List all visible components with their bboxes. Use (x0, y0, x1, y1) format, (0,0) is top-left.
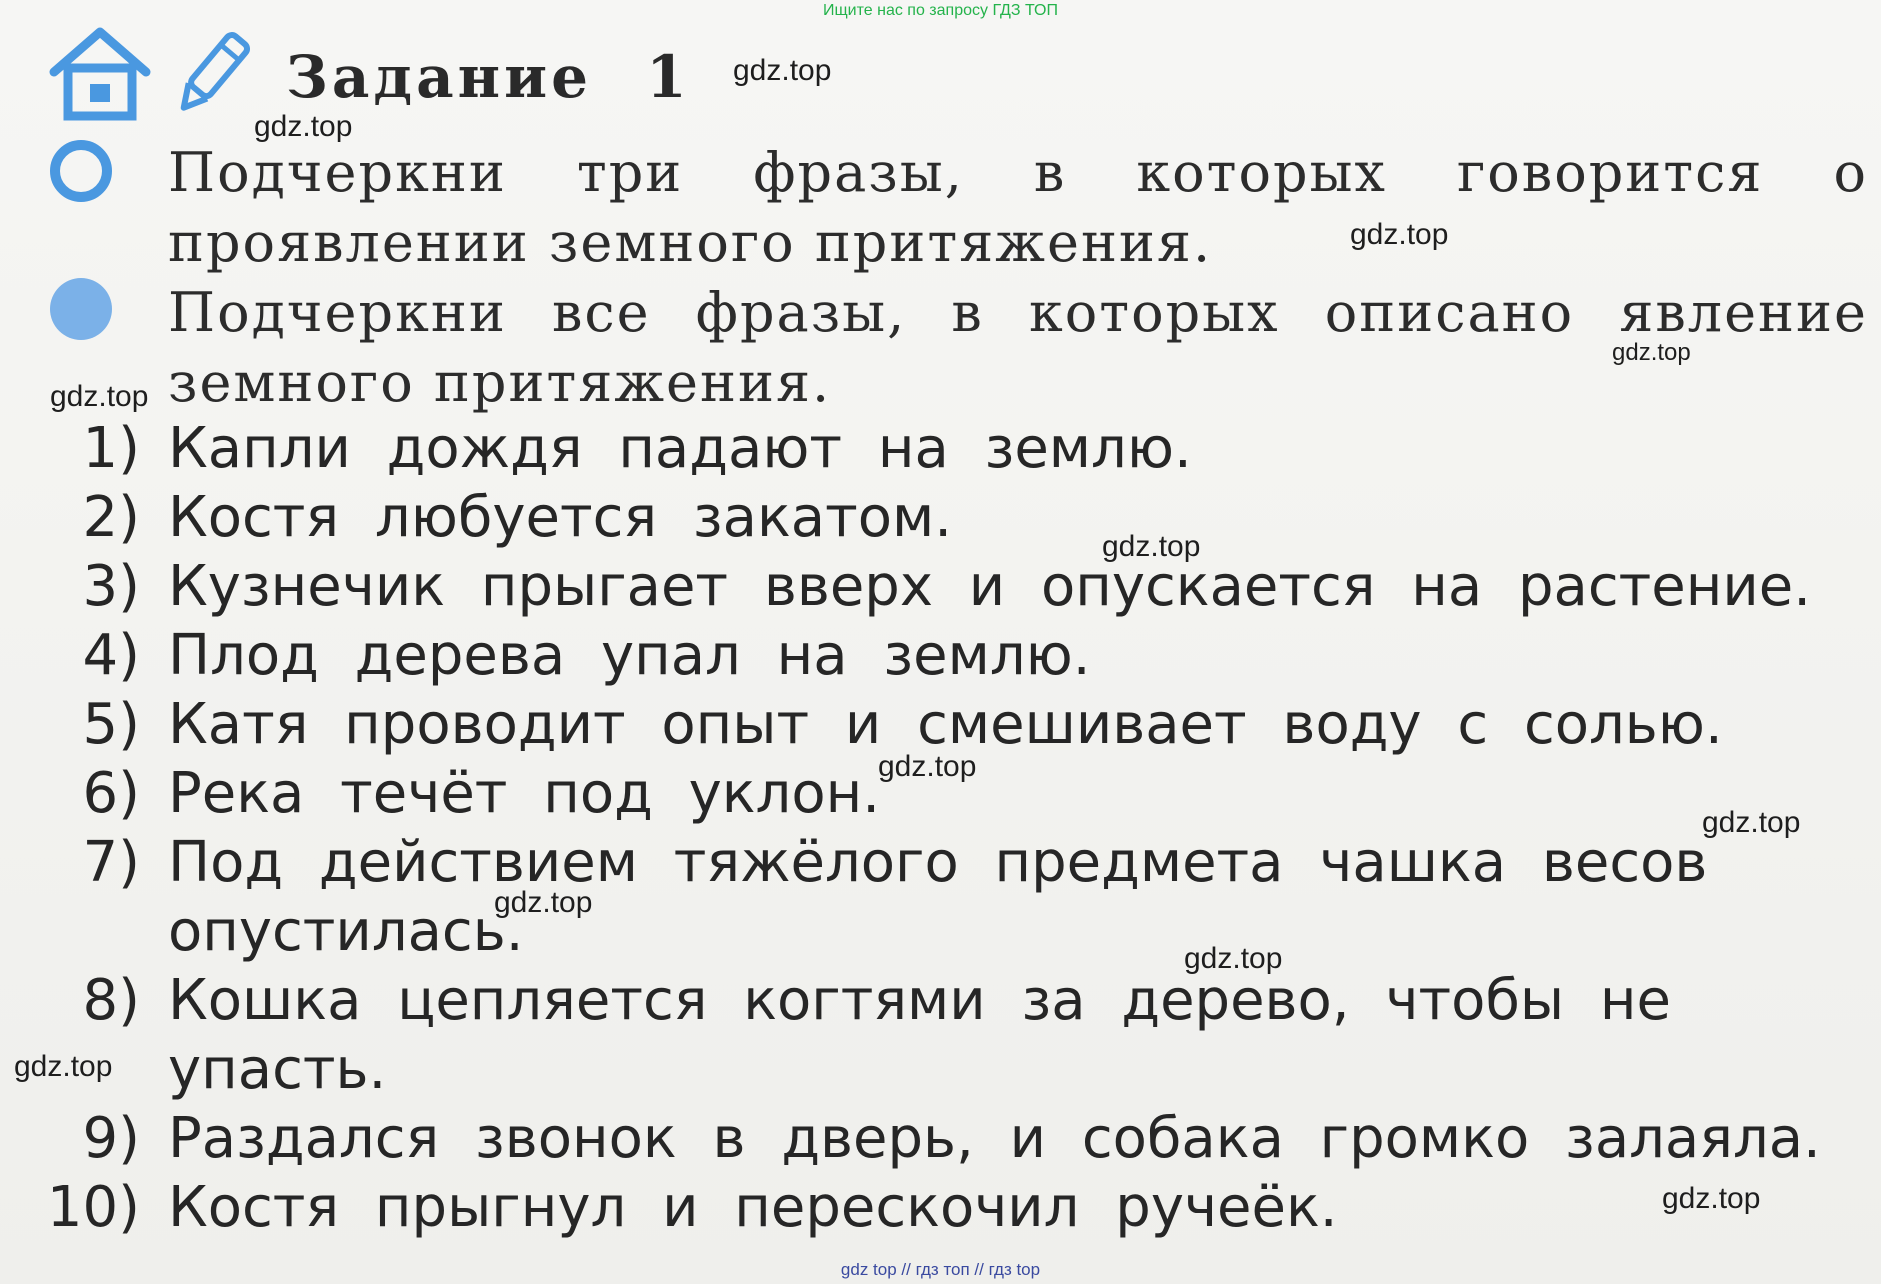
item-text: Костя любуется закатом. (168, 485, 953, 550)
list-item (40, 1173, 1870, 1242)
item-number: 7) (82, 830, 140, 895)
item-text: Река течёт под уклон. (168, 761, 881, 826)
list-item (40, 966, 1870, 1104)
watermark: gdz.top (1184, 942, 1283, 975)
watermark: gdz.top (254, 110, 353, 143)
watermark: gdz.top (878, 750, 977, 783)
item-number: 4) (82, 623, 140, 688)
item-number: 1) (82, 416, 140, 481)
item-number: 2) (82, 485, 140, 550)
item-text: Кошка цепляется когтями за дерево, чтобы не упасть. (168, 968, 1671, 1102)
instruction-advanced: Подчеркни все фразы, в которых описано явление земного притяжения. (168, 281, 1868, 414)
top-banner[interactable]: Ищите нас по запросу ГДЗ ТОП (823, 2, 1058, 19)
item-number: 10) (46, 1175, 140, 1240)
item-number: 5) (82, 692, 140, 757)
watermark: gdz.top (1102, 530, 1201, 563)
list-item (40, 621, 1870, 690)
item-text: Костя прыгнул и перескочил ручеёк. (168, 1175, 1338, 1240)
list-item (40, 414, 1870, 483)
task-title: Задание 1 (286, 43, 691, 111)
item-number: 8) (82, 968, 140, 1033)
list-item (40, 483, 1870, 552)
watermark: gdz.top (1702, 806, 1801, 839)
watermark: gdz.top (1662, 1182, 1761, 1215)
item-text: Кузнечик прыгает вверх и опускается на растение. (168, 554, 1811, 619)
list-item (40, 552, 1870, 621)
item-number: 9) (82, 1106, 140, 1171)
list-item (40, 1104, 1870, 1173)
item-text: Под действием тяжёлого предмета чашка весов опустилась. (168, 830, 1708, 964)
watermark: gdz.top (494, 886, 593, 919)
item-number: 6) (82, 761, 140, 826)
list-item (40, 690, 1870, 759)
watermark: gdz.top (1350, 218, 1449, 251)
item-text: Капли дождя падают на землю. (168, 416, 1192, 481)
list-item (40, 828, 1870, 966)
pen-icon (166, 26, 258, 122)
phrase-list (40, 414, 1870, 1242)
instruction-basic: Подчеркни три фразы, в которых говорится о проявлении земного притяжения. (168, 141, 1868, 274)
item-text: Раздался звонок в дверь, и собака громко залаяла. (168, 1106, 1821, 1171)
empty-circle-icon (50, 140, 112, 202)
filled-circle-icon (50, 278, 112, 340)
bottom-banner[interactable]: gdz top // гдз топ // гдз top (840, 1260, 1041, 1279)
item-text: Катя проводит опыт и смешивает воду с солью. (168, 692, 1723, 757)
watermark: gdz.top (1612, 339, 1691, 366)
watermark: gdz.top (733, 54, 832, 87)
home-icon (48, 26, 152, 122)
item-number: 3) (82, 554, 140, 619)
item-text: Плод дерева упал на землю. (168, 623, 1091, 688)
watermark: gdz.top (14, 1050, 113, 1083)
watermark: gdz.top (50, 380, 149, 413)
